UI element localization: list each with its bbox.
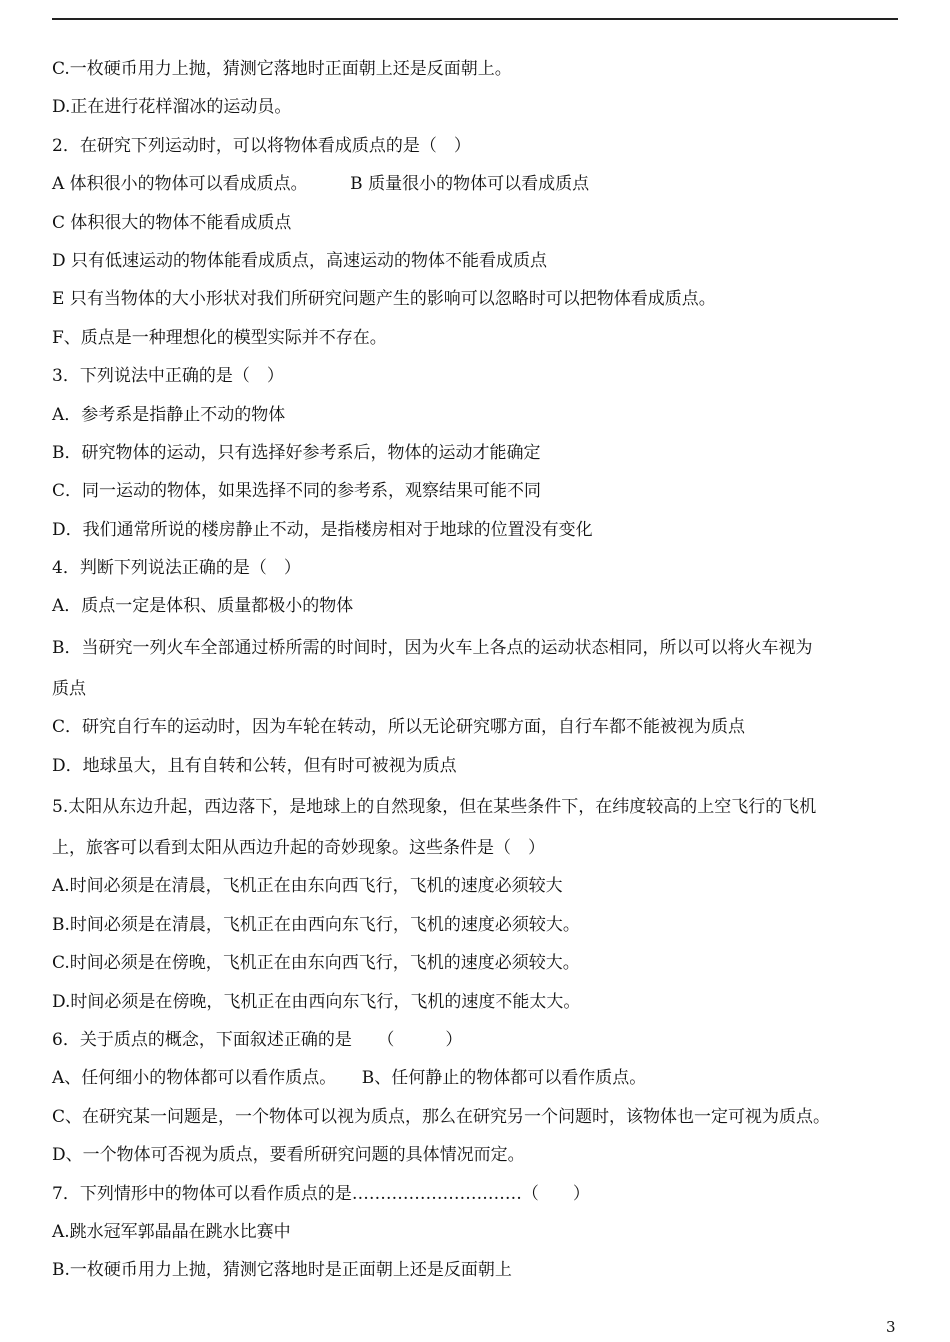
- text-line: C.一枚硬币用力上抛，猜测它落地时正面朝上还是反面朝上。: [52, 59, 512, 79]
- option-line: D、一个物体可否视为质点，要看所研究问题的具体情况而定。: [52, 1145, 525, 1166]
- header-rule: [52, 18, 898, 20]
- option-line: C 体积很大的物体不能看成质点: [52, 212, 292, 233]
- option-line: B．当研究一列火车全部通过桥所需的时间时，因为火车上各点的运动状态相同，所以可以将火车视为: [52, 637, 813, 658]
- option-line: E 只有当物体的大小形状对我们所研究问题产生的影响可以忽略时可以把物体看成质点。: [52, 289, 716, 310]
- document-body: [52, 50, 902, 1290]
- option-line: D．地球虽大，且有自转和公转，但有时可被视为质点: [52, 755, 457, 776]
- page-number: 3: [886, 1318, 896, 1336]
- option-line: F、质点是一种理想化的模型实际并不存在。: [52, 327, 387, 348]
- text-line: D.正在进行花样溜冰的运动员。: [52, 97, 292, 118]
- option-line: D 只有低速运动的物体能看成质点，高速运动的物体不能看成质点: [52, 250, 548, 271]
- option-line: D．我们通常所说的楼房静止不动，是指楼房相对于地球的位置没有变化: [52, 519, 593, 540]
- question-7: 7．下列情形中的物体可以看作质点的是…………………………（ ）: [52, 1183, 590, 1204]
- question-6: 6．关于质点的概念，下面叙述正确的是 （ ）: [52, 1029, 463, 1050]
- option-line: A、任何细小的物体都可以看作质点。 B、任何静止的物体都可以看作质点。: [52, 1068, 647, 1089]
- option-line: A.时间必须是在清晨，飞机正在由东向西飞行，飞机的速度必须较大: [52, 876, 563, 897]
- option-line: C、在研究某一问题是，一个物体可以视为质点，那么在研究另一个问题时，该物体也一定可视为质点。: [52, 1106, 831, 1127]
- question-3: 3．下列说法中正确的是（ ）: [52, 366, 284, 387]
- option-line: A 体积很小的物体可以看成质点。 B 质量很小的物体可以看成质点: [52, 174, 590, 195]
- question-5-continued: 上，旅客可以看到太阳从西边升起的奇妙现象。这些条件是（ ）: [52, 838, 545, 859]
- option-line: A．参考系是指静止不动的物体: [52, 404, 286, 425]
- option-line: A．质点一定是体积、质量都极小的物体: [52, 596, 354, 617]
- question-4: 4．判断下列说法正确的是（ ）: [52, 558, 301, 579]
- option-line: B．研究物体的运动，只有选择好参考系后，物体的运动才能确定: [52, 442, 541, 463]
- option-line: B.一枚硬币用力上抛，猜测它落地时是正面朝上还是反面朝上: [52, 1260, 512, 1281]
- question-2: 2．在研究下列运动时，可以将物体看成质点的是（ ）: [52, 135, 471, 156]
- option-line: B.时间必须是在清晨，飞机正在由西向东飞行，飞机的速度必须较大。: [52, 914, 580, 935]
- option-line: C．同一运动的物体，如果选择不同的参考系，观察结果可能不同: [52, 481, 542, 502]
- option-line: D.时间必须是在傍晚，飞机正在由西向东飞行，飞机的速度不能太大。: [52, 991, 581, 1012]
- option-line: A.跳水冠军郭晶晶在跳水比赛中: [52, 1221, 291, 1242]
- option-line: C.时间必须是在傍晚，飞机正在由东向西飞行，飞机的速度必须较大。: [52, 953, 580, 974]
- option-line: C．研究自行车的运动时，因为车轮在转动，所以无论研究哪方面，自行车都不能被视为质点: [52, 717, 746, 738]
- option-line-continued: 质点: [52, 678, 86, 699]
- question-5: 5.太阳从东边升起，西边落下，是地球上的自然现象，但在某些条件下，在纬度较高的上空飞行的飞机: [52, 797, 817, 818]
